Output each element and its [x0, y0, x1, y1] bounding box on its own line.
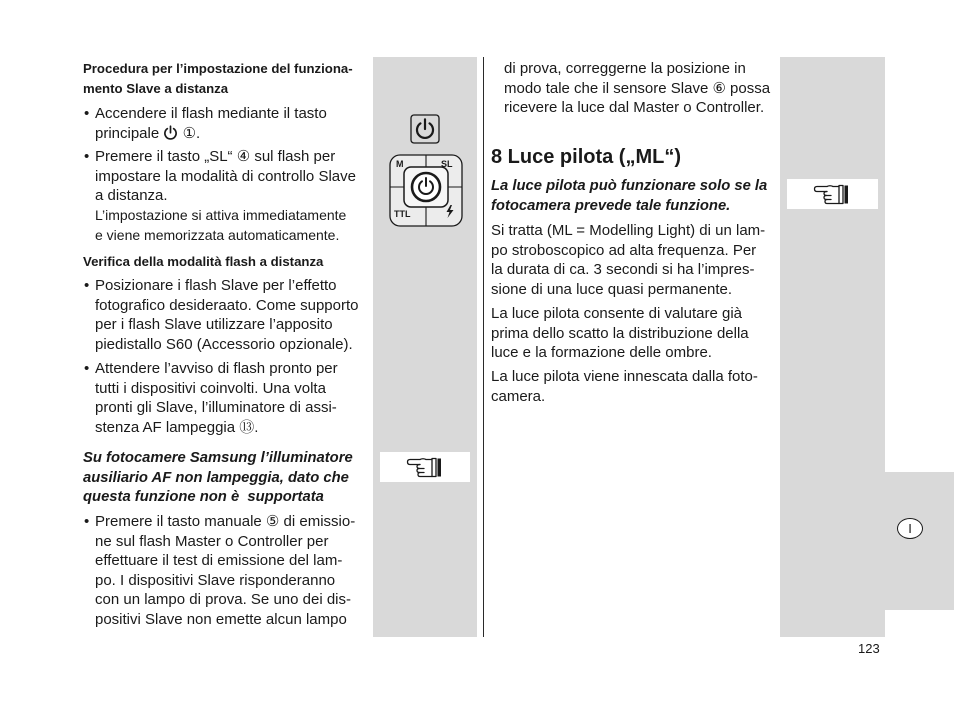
text-line: modo tale che il sensore Slave ⑥ possa [504, 79, 771, 97]
notice-line: La luce pilota può funzionare solo se la [491, 178, 768, 194]
text-line: effettuare il test di emissione del lam- [95, 552, 343, 570]
section-heading [83, 59, 353, 98]
hint-box [787, 179, 878, 209]
paragraph [491, 304, 749, 363]
right-margin-band [780, 57, 885, 637]
paragraph [491, 221, 765, 299]
mode-label-sl: SL [441, 159, 453, 169]
power-icon [163, 125, 178, 140]
text-line: Posizionare i flash Slave per l’effetto [95, 277, 337, 294]
text-line: La luce pilota consente di valutare già [491, 305, 743, 322]
mode-label-m: M [396, 159, 404, 169]
text-line: impostare la modalità di controllo Slave [95, 167, 356, 185]
callout-number: ①. [182, 124, 201, 142]
text-line: Premere il tasto „SL“ ④ sul flash per [95, 148, 336, 165]
notice-line: fotocamera prevede tale funzione. [491, 197, 731, 214]
bullet: • [84, 148, 90, 165]
text-line: prima dello scatto la distribuzione della [491, 324, 749, 342]
language-tab-band [885, 472, 954, 610]
text-line: positivi Slave non emette alcun lampo [95, 610, 347, 628]
power-icon [417, 119, 433, 138]
text-line: la durata di ca. 3 secondi si ha l’impres- [491, 261, 755, 279]
text-line: luce e la formazione delle ombre. [491, 344, 712, 362]
samsung-notice [83, 449, 353, 508]
mode-label-ttl: TTL [394, 209, 411, 219]
control-panel-illustration [389, 154, 465, 228]
note-line: L’impostazione si attiva immediatamente [95, 207, 347, 223]
text-line: ricevere la luce dal Master o Controller. [504, 99, 765, 117]
bullet: • [84, 277, 90, 294]
text-line: stenza AF lampeggia ⑬. [95, 418, 259, 436]
chapter-title [491, 145, 681, 169]
text-line: piedistallo S60 (Accessorio opzionale). [95, 335, 353, 353]
text-line: Attendere l’avviso di flash pronto per [95, 360, 338, 377]
text-line [95, 124, 327, 144]
modelling-light-notice [491, 177, 767, 216]
power-key-illustration [410, 114, 440, 144]
text-line: sione di una luce quasi permanente. [491, 280, 732, 298]
text-line: di prova, correggerne la posizione in [504, 60, 746, 77]
text-line: con un lampo di prova. Se uno dei dis- [95, 591, 351, 609]
text-line: po stroboscopico ad alta frequenza. Per [491, 241, 757, 259]
bullet: • [84, 360, 90, 377]
pointing-hand-icon [405, 455, 445, 479]
text-fragment: principale [95, 124, 160, 142]
text-line: Si tratta (ML = Modelling Light) di un lam- [491, 222, 766, 239]
column-divider [483, 57, 484, 637]
heading-line: Procedura per l’impostazione del funziona- [83, 61, 353, 76]
step-sl-key [84, 147, 356, 206]
hint-box [380, 452, 470, 482]
bullet: • [84, 513, 90, 530]
language-tab-label: I [897, 518, 923, 539]
notice-line: ausiliario AF non lampeggia, dato che [83, 469, 349, 486]
step-test-flash [84, 512, 356, 630]
step-test-flash-continued [504, 59, 770, 118]
step-note [95, 206, 346, 245]
notice-line: Su fotocamere Samsung l’illuminatore [83, 450, 353, 466]
left-margin-band [373, 57, 477, 637]
text-line: a distanza. [95, 187, 168, 205]
text-line: po. I dispositivi Slave risponderanno [95, 571, 336, 589]
text-line: Accendere il flash mediante il tasto [95, 105, 327, 122]
heading-line: mento Slave a distanza [83, 80, 229, 96]
text-line: per i flash Slave utilizzare l’apposito [95, 316, 333, 334]
notice-line: questa funzione non è supportata [83, 489, 324, 506]
text-line: camera. [491, 387, 546, 405]
heading-line: Verifica della modalità flash a distanza [83, 254, 324, 269]
bullet: • [84, 105, 90, 122]
text-line: fotografico desideraato. Come supporto [95, 296, 359, 314]
text-line: La luce pilota viene innescata dalla foto- [491, 368, 758, 385]
step-wait-ready [84, 359, 338, 437]
note-line: e viene memorizzata automaticamente. [95, 226, 340, 243]
text-line: pronti gli Slave, l’illuminatore di assi- [95, 399, 337, 417]
pointing-hand-icon [812, 182, 852, 206]
text-line: Premere il tasto manuale ⑤ di emissio- [95, 513, 356, 530]
step-position-slaves [84, 276, 359, 354]
text-line: ne sul flash Master o Controller per [95, 532, 329, 550]
step-power-on [84, 104, 327, 143]
text-line: tutti i dispositivi coinvolti. Una volta [95, 379, 326, 397]
section-heading [83, 252, 323, 272]
page-number: 123 [858, 641, 880, 656]
chapter-title-text: 8 Luce pilota („ML“) [491, 146, 681, 168]
paragraph [491, 367, 758, 406]
